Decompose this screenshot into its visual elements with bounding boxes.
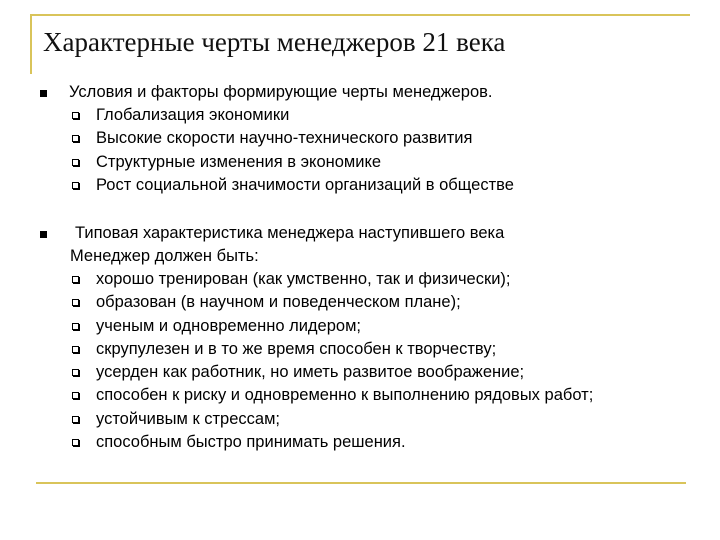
box-bullet-icon: [72, 299, 79, 306]
square-bullet-icon: [40, 231, 47, 238]
frame-left-line: [30, 14, 32, 74]
list-item: Высокие скорости научно-технического развития: [0, 127, 720, 150]
bullet-list: [0, 268, 720, 454]
list-item: Глобализация экономики: [0, 104, 720, 127]
box-bullet-icon: [72, 276, 79, 283]
list-item: устойчивым к стрессам;: [0, 408, 720, 431]
section-heading: Типовая характеристика менеджера наступившего века: [75, 224, 505, 242]
box-bullet-icon: [72, 182, 79, 189]
bullet-list: [0, 104, 720, 197]
box-bullet-icon: [72, 135, 79, 142]
list-item: скрупулезен и в то же время способен к творчеству;: [0, 338, 720, 361]
box-bullet-icon: [72, 323, 79, 330]
box-bullet-icon: [72, 346, 79, 353]
frame-top-line: [30, 14, 690, 16]
square-bullet-icon: [40, 90, 47, 97]
box-bullet-icon: [72, 392, 79, 399]
box-bullet-icon: [72, 369, 79, 376]
frame-bottom-line: [36, 482, 686, 484]
list-item: Структурные изменения в экономике: [0, 151, 720, 174]
section-heading-row: [0, 81, 720, 104]
list-item: хорошо тренирован (как умственно, так и физически);: [0, 268, 720, 291]
list-item: образован (в научном и поведенческом плане);: [0, 291, 720, 314]
slide-title: Характерные черты менеджеров 21 века: [43, 27, 506, 57]
box-bullet-icon: [72, 112, 79, 119]
box-bullet-icon: [72, 439, 79, 446]
section-heading: Условия и факторы формирующие черты менеджеров.: [69, 83, 493, 101]
section-conditions: [0, 81, 720, 197]
section-heading-row: [0, 222, 720, 245]
box-bullet-icon: [72, 159, 79, 166]
list-item: способен к риску и одновременно к выполнению рядовых работ;: [0, 384, 720, 407]
list-item: усерден как работник, но иметь развитое воображение;: [0, 361, 720, 384]
section-characteristics: [0, 222, 720, 454]
box-bullet-icon: [72, 416, 79, 423]
list-item: Рост социальной значимости организаций в обществе: [0, 174, 720, 197]
list-item: ученым и одновременно лидером;: [0, 315, 720, 338]
section-subheading: Менеджер должен быть:: [70, 247, 259, 265]
section-subheading-row: [0, 245, 720, 268]
list-item: способным быстро принимать решения.: [0, 431, 720, 454]
